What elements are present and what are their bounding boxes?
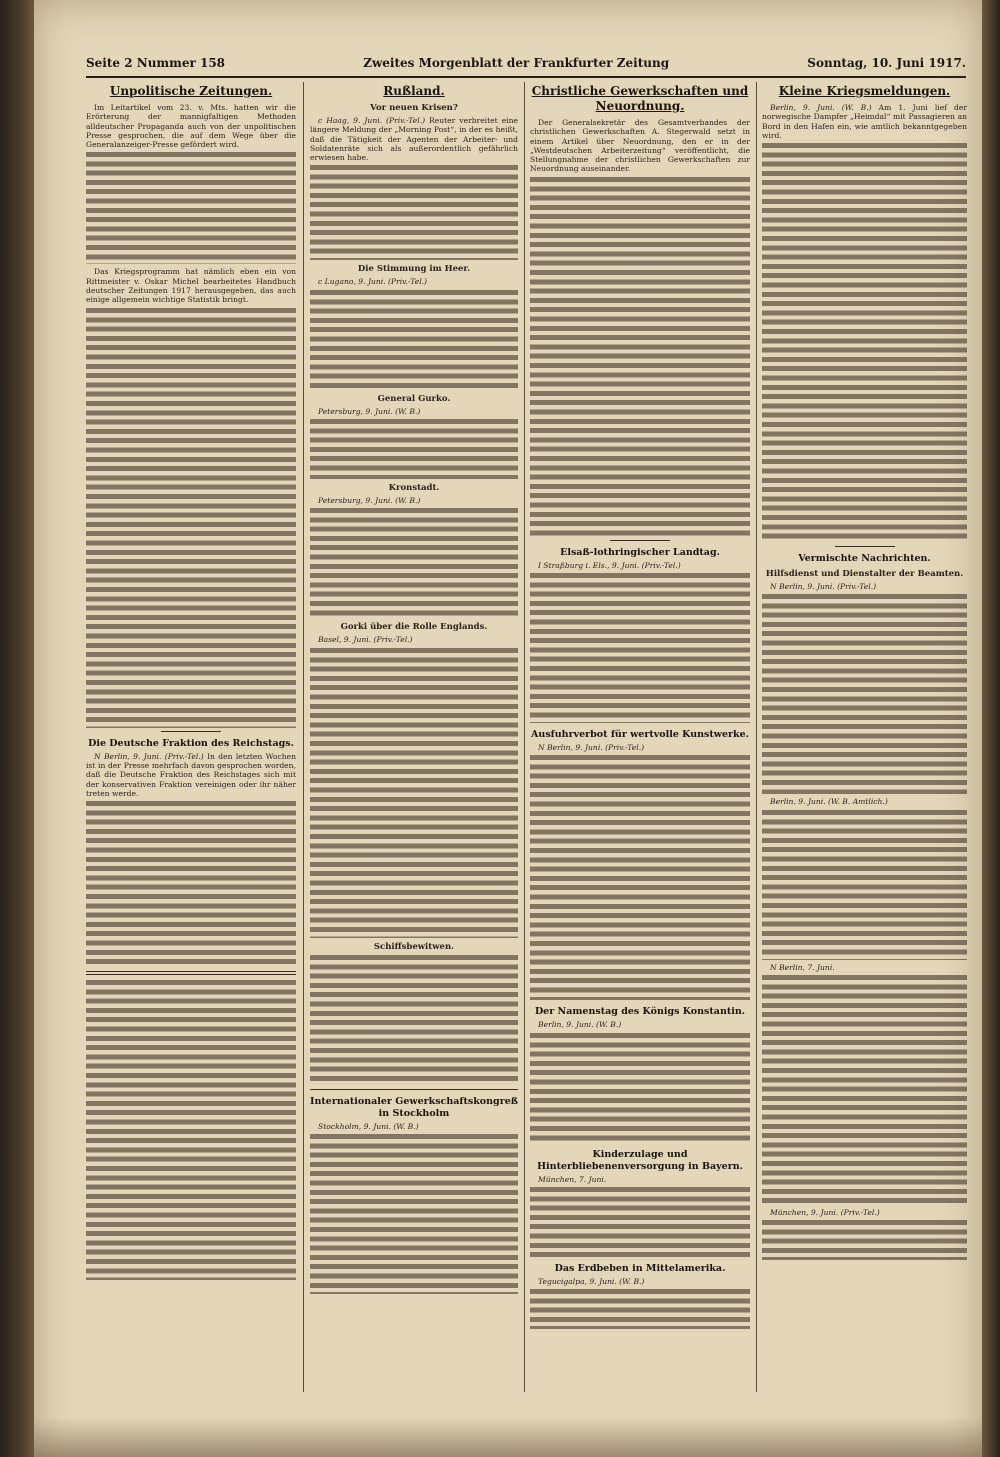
- column-4: [762, 82, 967, 1392]
- dateline: Petersburg, 9. Juni. (W. B.): [318, 496, 421, 506]
- dateline: Tegucigalpa, 9. Juni. (W. B.): [538, 1276, 645, 1286]
- article-paragraph: Berlin, 9. Juni. (W. B.) Am 1. Juni lief der norwegische Dampfer „Heimdal“ mit Passagieren an Bord in den Hafen ein, wie amtlich bekanntgegeben wird.: [762, 103, 967, 140]
- dateline: Stockholm, 9. Juni. (W. B.): [318, 1121, 419, 1131]
- page-edge: [982, 0, 1000, 1457]
- book-binding: [0, 0, 34, 1457]
- body-text-lines: [310, 648, 518, 938]
- dateline: Petersburg, 9. Juni. (W. B.): [318, 406, 421, 416]
- headline-namenstag-konstantin: Der Namenstag des Königs Konstantin.: [534, 1006, 746, 1018]
- body-text-lines: [310, 955, 518, 1085]
- body-text-lines: [310, 290, 518, 390]
- column-divider: [756, 82, 757, 1392]
- page-shadow: [34, 1417, 982, 1457]
- subhead-kronstadt: Kronstadt.: [388, 483, 440, 494]
- body-text-lines: [310, 508, 518, 618]
- subhead-gorki: Gorki über die Rolle Englands.: [340, 622, 488, 633]
- body-text-lines: [762, 1220, 967, 1260]
- article-paragraph: c Haag, 9. Juni. (Priv.-Tel.) Reuter verbreitet eine längere Meldung der „Morning Post“, in der es heißt, daß die Tätigkeit der Agenten der Arbeiter- und Soldatenräte sich als außerordentlich gefährlich erwiesen habe.: [310, 116, 518, 163]
- dateline: c Lugano, 9. Juni. (Priv.-Tel.): [318, 277, 428, 287]
- headline-unpolitische-zeitungen: Unpolitische Zeitungen.: [109, 84, 273, 98]
- headline-russland: Rußland.: [383, 84, 445, 98]
- headline-elsass-lothringen: Elsaß-lothringischer Landtag.: [560, 546, 720, 558]
- headline-kinderzulage-bayern: Kinderzulage und Hinterbliebenenversorgung in Bayern.: [537, 1148, 743, 1172]
- separator: [610, 540, 670, 541]
- article-paragraph: Das Kriegsprogramm hat nämlich eben ein von Rittmeister v. Oskar Michel bearbeitetes Handbuch deutscher Zeitungen 1917 herausgegeben, das auch einige allgemein wichtige Statistik bringt.: [86, 267, 296, 305]
- subhead-vor-neuen-krisen: Vor neuen Krisen?: [370, 103, 458, 113]
- body-text-lines: [762, 975, 967, 1205]
- headline-vermischte-nachrichten: Vermischte Nachrichten.: [798, 553, 931, 565]
- body-text-lines: [762, 594, 967, 794]
- article-paragraph: Im Leitartikel vom 23. v. Mts. hatten wir die Erörterung der mannigfaltigen Methoden alldeutscher Propaganda auch von der unpolitischen Presse gesprochen, die auf dem Wege über die Generalanzeiger-Presse gefördert wird.: [86, 103, 296, 150]
- header-rule: [86, 76, 966, 78]
- subhead-schiffsbewitwen: Schiffsbewitwen.: [373, 941, 455, 952]
- dateline: Berlin, 9. Juni. (W. B.): [538, 1020, 622, 1030]
- body-text-lines: [86, 308, 296, 728]
- page-header: [86, 56, 966, 76]
- article-paragraph: Der Generalsekretär des Gesamtverbandes der christlichen Gewerkschaften A. Stegerwald setzt in einem Artikel über Neuordnung, den er in der „Westdeutschen Arbeiterzeitung“ veröffentlicht, die Stellungnahme der christlichen Gewerkschaften zur Neuordnung auseinander.: [530, 118, 750, 174]
- headline-kleine-kriegsmeldungen: Kleine Kriegsmeldungen.: [778, 84, 951, 98]
- body-text-lines: [310, 419, 518, 479]
- dateline: München, 9. Juni. (Priv.-Tel.): [770, 1208, 880, 1218]
- separator: [835, 546, 895, 547]
- dateline: I Straßburg i. Els., 9. Juni. (Priv.-Tel.): [538, 560, 681, 570]
- subhead-stimmung-im-heer: Die Stimmung im Heer.: [357, 264, 471, 275]
- page-number: Seite 2 Nummer 158: [86, 56, 226, 70]
- dateline: Basel, 9. Juni. (Priv.-Tel.): [318, 635, 413, 645]
- body-text-lines: [530, 1289, 750, 1329]
- body-text-lines: [762, 810, 967, 960]
- dateline: N Berlin, 9. Juni. (Priv.-Tel.): [538, 743, 645, 753]
- article-paragraph: N Berlin, 9. Juni. (Priv.-Tel.) In den letzten Wochen ist in der Presse mehrfach davon gesprochen worden, daß die Deutsche Fraktion des Reichstages sich mit der konservativen Fraktion vereinigen oder ihr näher treten werde.: [86, 751, 296, 798]
- body-text-lines: [530, 573, 750, 723]
- body-text-lines: [530, 1033, 750, 1143]
- body-text-lines: [530, 1187, 750, 1257]
- body-text-lines: [86, 152, 296, 264]
- separator: [310, 1089, 518, 1090]
- body-text-lines: [530, 177, 750, 537]
- dateline: Berlin, 9. Juni. (W. B. Amtlich.): [770, 797, 888, 807]
- column-1: [86, 82, 296, 1392]
- feuilleton-rule: [86, 971, 296, 975]
- dateline: München, 7. Juni.: [538, 1174, 607, 1184]
- column-divider: [524, 82, 525, 1392]
- headline-erdbeben: Das Erdbeben in Mittelamerika.: [554, 1262, 726, 1274]
- subhead-hilfsdienst: Hilfsdienst und Dienstalter der Beamten.: [765, 569, 964, 580]
- paper-title: Zweites Morgenblatt der Frankfurter Zeitung: [363, 56, 670, 70]
- issue-date: Sonntag, 10. Juni 1917.: [807, 56, 966, 70]
- body-text-lines: [530, 755, 750, 1000]
- body-text-lines: [86, 801, 296, 966]
- headline-christliche-gewerkschaften: Christliche Gewerkschaften und Neuordnung.: [531, 84, 749, 113]
- column-divider: [303, 82, 304, 1392]
- separator: [161, 731, 221, 732]
- body-text-lines: [762, 143, 967, 543]
- subhead-general-gurko: General Gurko.: [377, 393, 451, 404]
- column-2: [310, 82, 518, 1392]
- headline-ausfuhrverbot: Ausfuhrverbot für wertvolle Kunstwerke.: [531, 729, 749, 741]
- dateline: N Berlin, 9. Juni. (Priv.-Tel.): [770, 582, 877, 592]
- headline-deutsche-fraktion: Die Deutsche Fraktion des Reichstags.: [88, 737, 294, 749]
- dateline: N Berlin, 7. Juni.: [770, 962, 835, 972]
- feuilleton-text-lines: [86, 980, 296, 1280]
- body-text-lines: [310, 1134, 518, 1294]
- body-text-lines: [310, 165, 518, 260]
- headline-gewerkschaftskongress: Internationaler Gewerkschaftskongreß in Stockholm: [310, 1095, 518, 1119]
- column-3: [530, 82, 750, 1392]
